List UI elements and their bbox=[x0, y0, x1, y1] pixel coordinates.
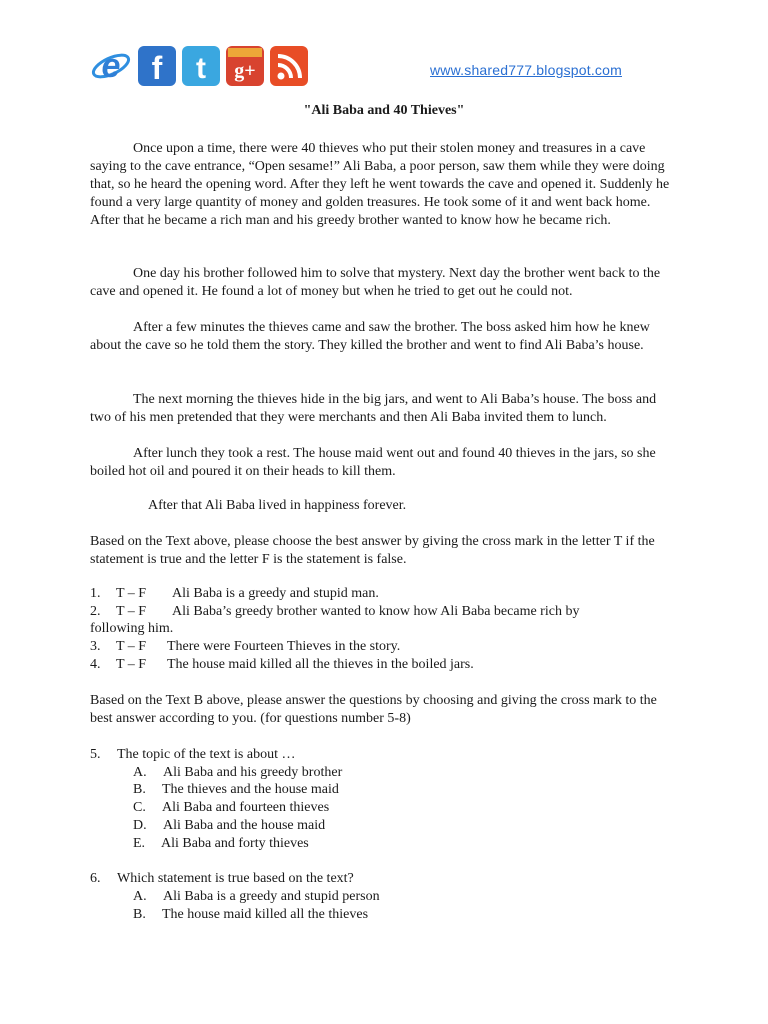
tf-item-text: There were Fourteen Thieves in the story. bbox=[167, 639, 401, 654]
option-letter[interactable]: E. bbox=[133, 836, 146, 851]
story-paragraph-6: After that Ali Baba lived in happiness forever. bbox=[148, 498, 407, 513]
option-text: Ali Baba and fourteen thieves bbox=[162, 800, 330, 815]
tf-item-number: 3. bbox=[90, 639, 101, 654]
question-number: 5. bbox=[90, 747, 101, 762]
option-text: The house maid killed all the thieves bbox=[162, 907, 369, 922]
option-text: The thieves and the house maid bbox=[162, 782, 339, 797]
option-letter[interactable]: D. bbox=[133, 818, 147, 833]
svg-text:g+: g+ bbox=[234, 60, 256, 82]
facebook-icon[interactable] bbox=[138, 46, 176, 86]
story-paragraph-4: The next morning the thieves hide in the big jars, and went to Ali Baba’s house. The boss and two of his men pretended that they were merchants and then Ali Baba invited them to lunch. bbox=[90, 392, 657, 425]
social-icons-bar bbox=[90, 46, 308, 86]
tf-item-number: 4. bbox=[90, 657, 101, 672]
tf-choice[interactable]: T – F bbox=[116, 586, 147, 601]
instructions-multiple-choice: Based on the Text B above, please answer the questions by choosing and giving the cross mark to the best answer according to you. (for questions number 5-8) bbox=[90, 693, 657, 726]
option-letter[interactable]: B. bbox=[133, 907, 146, 922]
question-number: 6. bbox=[90, 871, 101, 886]
option-text: Ali Baba and forty thieves bbox=[161, 836, 309, 851]
page-title: "Ali Baba and 40 Thieves" bbox=[303, 103, 465, 118]
story-paragraph-3: After a few minutes the thieves came and saw the brother. The boss asked him how he knew about the cave so he told them the story. They killed the brother and went to find Ali Baba’s house. bbox=[90, 320, 650, 353]
option-text: Ali Baba is a greedy and stupid person bbox=[163, 889, 380, 904]
tf-item-text: Ali Baba is a greedy and stupid man. bbox=[172, 586, 379, 601]
question-text: Which statement is true based on the text? bbox=[117, 871, 354, 886]
option-text: Ali Baba and his greedy brother bbox=[163, 765, 343, 780]
option-letter[interactable]: C. bbox=[133, 800, 146, 815]
tf-item-text: Ali Baba’s greedy brother wanted to know how Ali Baba became rich by bbox=[172, 604, 580, 619]
story-paragraph-1: Once upon a time, there were 40 thieves who put their stolen money and treasures in a cave saying to the cave entrance, “Open sesame!” Ali Baba, a poor person, saw them while they were doing that, so he heard the opening word. After they left he went towards the cave and opened it. Suddenly he found a very large quantity of money and golden treasures. He took some of it and went back home. After that he became a rich man and his greedy brother wanted to know how he became rich. bbox=[90, 141, 670, 228]
rss-icon[interactable] bbox=[270, 46, 308, 86]
tf-item-number: 2. bbox=[90, 604, 101, 619]
story-paragraph-5: After lunch they took a rest. The house maid went out and found 40 thieves in the jars, so she boiled hot oil and poured it on their heads to kill them. bbox=[90, 446, 656, 479]
svg-text:e: e bbox=[101, 47, 121, 85]
twitter-icon[interactable] bbox=[182, 46, 220, 86]
option-letter[interactable]: A. bbox=[133, 889, 147, 904]
option-letter[interactable]: A. bbox=[133, 765, 147, 780]
google-plus-icon[interactable] bbox=[226, 46, 264, 86]
tf-item-text: The house maid killed all the thieves in the boiled jars. bbox=[167, 657, 474, 672]
tf-choice[interactable]: T – F bbox=[116, 604, 147, 619]
svg-text:t: t bbox=[196, 52, 206, 85]
tf-item-number: 1. bbox=[90, 586, 101, 601]
svg-text:f: f bbox=[151, 50, 163, 86]
tf-choice[interactable]: T – F bbox=[116, 639, 147, 654]
tf-choice[interactable]: T – F bbox=[116, 657, 147, 672]
internet-explorer-icon[interactable] bbox=[90, 46, 132, 86]
tf-item-text-continued: following him. bbox=[90, 621, 174, 636]
instructions-true-false: Based on the Text above, please choose the best answer by giving the cross mark in the letter T if the statement is true and the letter F is the statement is false. bbox=[90, 534, 655, 567]
option-text: Ali Baba and the house maid bbox=[163, 818, 326, 833]
option-letter[interactable]: B. bbox=[133, 782, 146, 797]
site-link[interactable]: www.shared777.blogspot.com bbox=[430, 62, 622, 78]
question-text: The topic of the text is about … bbox=[117, 747, 296, 762]
story-paragraph-2: One day his brother followed him to solve that mystery. Next day the brother went back to the cave and opened it. He found a lot of money but when he tried to get out he could not. bbox=[90, 266, 661, 299]
